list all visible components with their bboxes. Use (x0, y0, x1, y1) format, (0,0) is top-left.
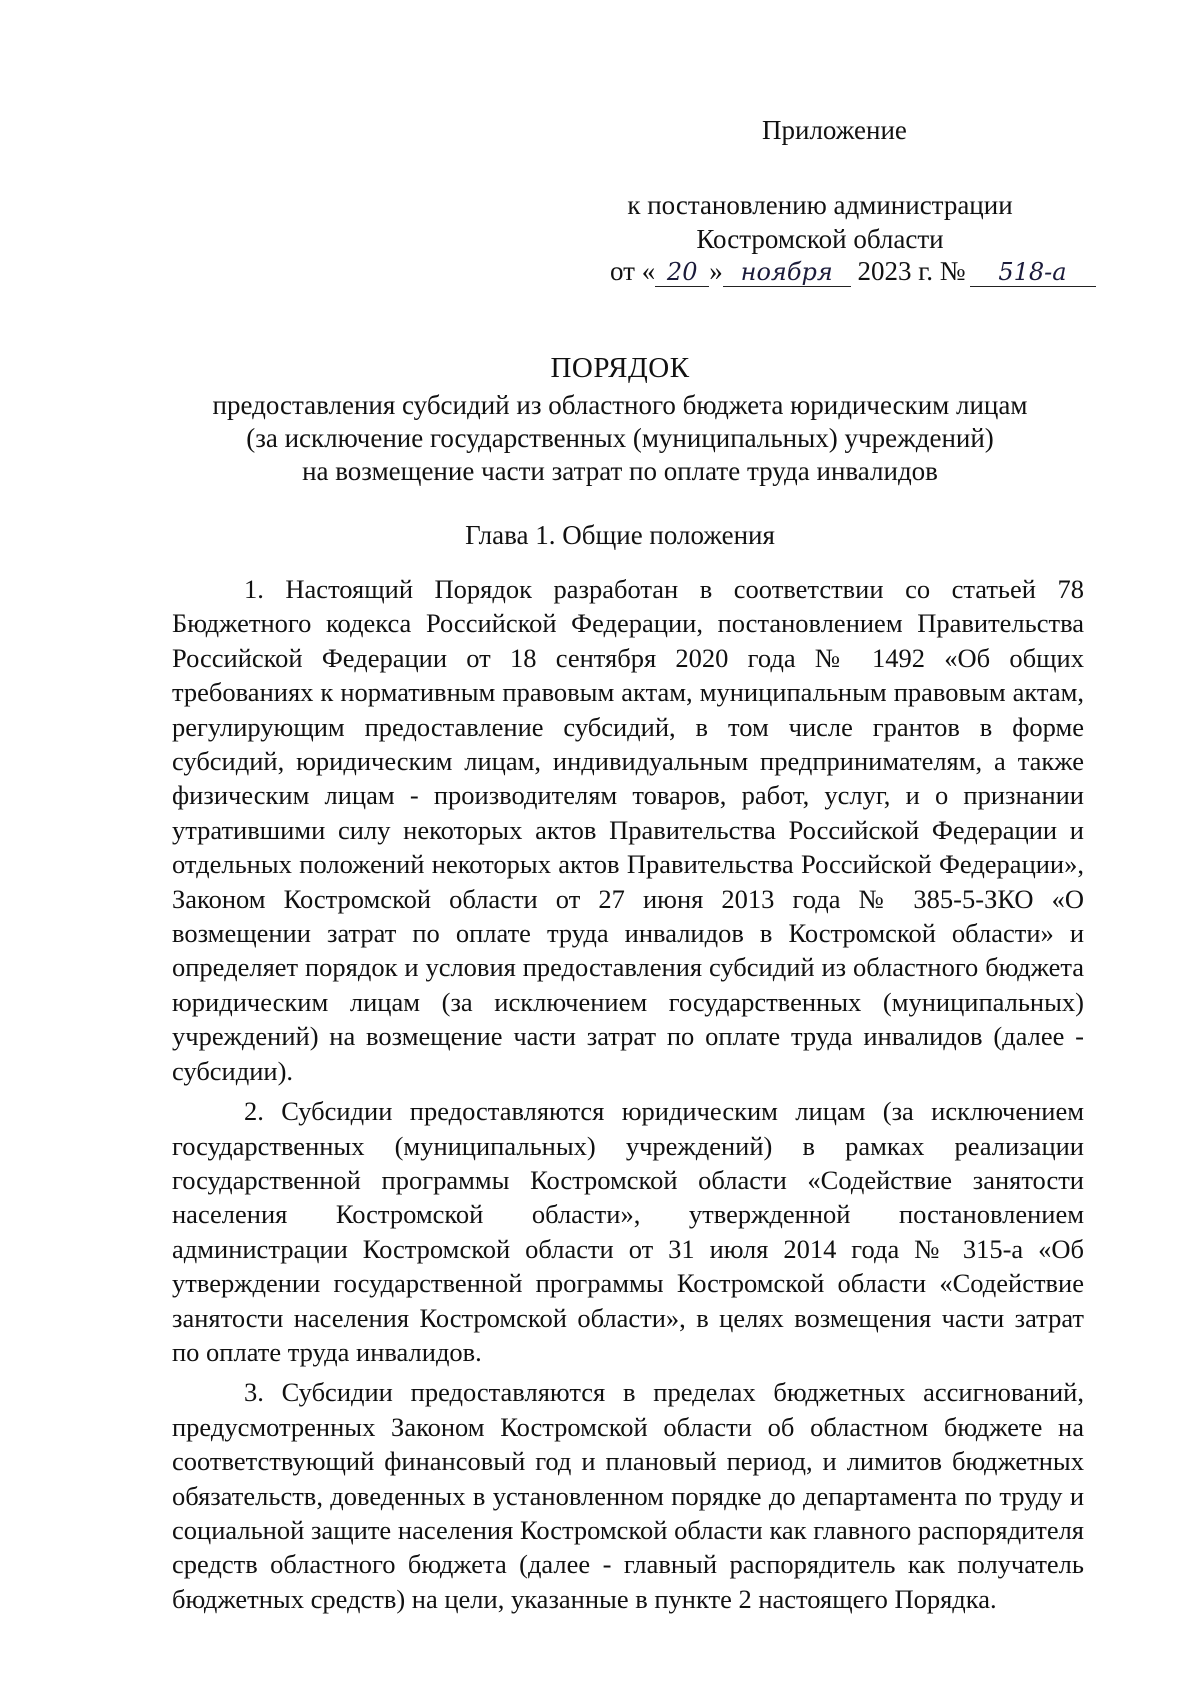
paragraph-1: 1. Настоящий Порядок разработан в соответствии со статьей 78 Бюджетного кодекса Российской Федерации, постановлением Правительства Российской Федерации от 18 сентября 2020 года № 1492 «Об общих требованиях к нормативным правовым актам, муниципальным правовым актам, регулирующим предоставление субсидий, в том числе грантов в форме субсидий, юридическим лицам, индивидуальным предпринимателям, а также физическим лицам - производителям товаров, работ, услуг, и о признании утратившими силу некоторых актов Правительства Российской Федерации и отдельных положений некоторых актов Правительства Российской Федерации», Законом Костромской области от 27 июня 2013 года № 385-5-ЗКО «О возмещении затрат по оплате труда инвалидов в Костромской области» и определяет порядок и условия предоставления субсидий из областного бюджета юридическим лицам (за исключением государственных (муниципальных) учреждений) на возмещение части затрат по оплате труда инвалидов (далее - субсидии). (172, 574, 1084, 1086)
appendix-date-line (610, 254, 1096, 288)
chapter-heading: Глава 1. Общие положения (465, 520, 775, 550)
document-header (160, 352, 1080, 488)
date-mid: » (709, 256, 723, 286)
handwritten-month: ноября (723, 258, 851, 287)
paragraph-2: 2. Субсидии предоставляются юридическим лицам (за исключением государственных (муниципальных) учреждений) в рамках реализации государственной программы Костромской области «Содействие занятости населения Костромской области», утвержденной постановлением администрации Костромской области от 31 июля 2014 года № 315-а «Об утверждении государственной программы Костромской области «Содействие занятости населения Костромской области», в целях возмещения части затрат по оплате труда инвалидов. (172, 1096, 1084, 1367)
appendix-line-2: Костромской области (696, 224, 944, 254)
document-title: ПОРЯДОК (550, 352, 690, 384)
appendix-line-1: к постановлению администрации (627, 190, 1013, 220)
document-subtitle-line-1: предоставления субсидий из областного бюджета юридическим лицам (212, 390, 1028, 420)
appendix-title: Приложение (762, 115, 907, 145)
handwritten-day: 20 (655, 258, 709, 287)
appendix-reference (600, 188, 1040, 256)
document-subtitle-line-2: (за исключение государственных (муниципальных) учреждений) (246, 423, 994, 453)
document-body (172, 572, 1084, 1622)
handwritten-number: 518-а (970, 258, 1096, 287)
paragraph-3: 3. Субсидии предоставляются в пределах бюджетных ассигнований, предусмотренных Законом Костромской области об областном бюджете на соответствующий финансовый год и плановый период, и лимитов бюджетных обязательств, доведенных в установленном порядке до департамента по труду и социальной защите населения Костромской области как главного распорядителя средств областного бюджета (далее - главный распорядитель как получатель бюджетных средств) на цели, указанные в пункте 2 настоящего Порядка. (172, 1377, 1084, 1614)
date-prefix: от « (610, 256, 656, 286)
document-subtitle-line-3: на возмещение части затрат по оплате труда инвалидов (302, 456, 938, 486)
date-year: 2023 г. № (857, 256, 966, 286)
